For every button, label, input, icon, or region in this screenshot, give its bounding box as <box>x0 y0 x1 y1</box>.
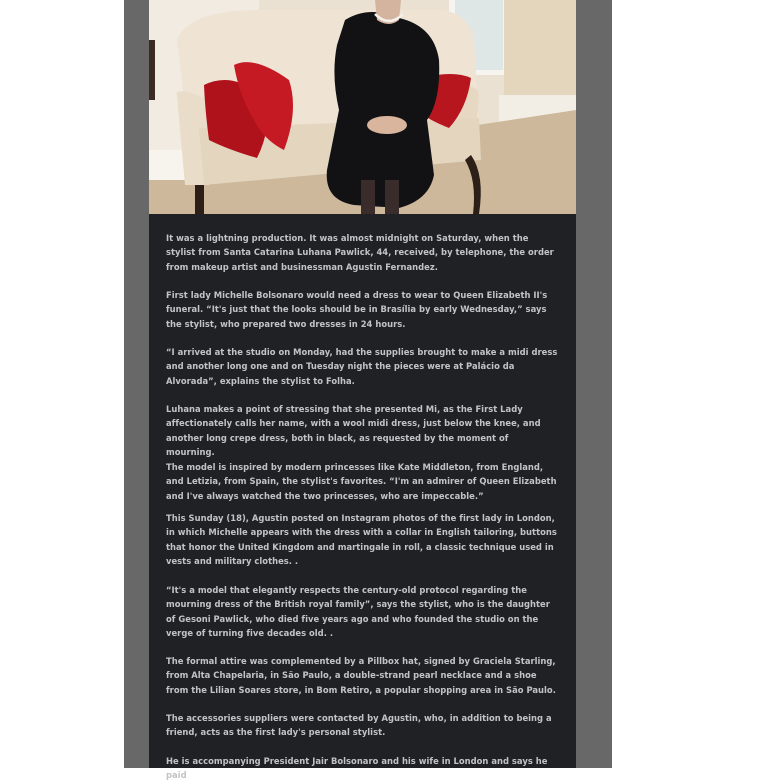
article-paragraph: He is accompanying President Jair Bolsonaro and his wife in London and says he paid <box>166 756 548 781</box>
article-paragraph: “I arrived at the studio on Monday, had the supplies brought to make a midi dress and another long one and on Tuesday night the pieces were at Palácio da Alvorada”, explains the stylist to Folha. <box>166 347 558 386</box>
photo-image <box>149 0 576 214</box>
article-paragraph: First lady Michelle Bolsonaro would need a dress to wear to Queen Elizabeth II's funeral. “It's just that the looks should be in Brasília by early Wednesday,” says the stylist, who prepared two dresses in 24 hours. <box>166 290 548 329</box>
article-paragraph: The accessories suppliers were contacted by Agustin, who, in addition to being a friend, acts as the first lady's personal stylist. <box>166 713 552 738</box>
article-paragraph: The model is inspired by modern princesses like Kate Middleton, from England, and Letizia, from Spain, the stylist's favorites. “I'm an admirer of Queen Elizabeth and I've always watched the two princesses, who are impeccable.” <box>166 462 557 501</box>
article-photo <box>149 0 576 214</box>
article-paragraph: The formal attire was complemented by a Pillbox hat, signed by Graciela Starling, from Alta Chapelaria, in São Paulo, a double-strand pearl necklace and a shoe from the Lilian Soares store, in Bom Retiro, a popular shopping area in São Paulo. <box>166 656 556 695</box>
article-paragraph: It was a lightning production. It was almost midnight on Saturday, when the stylist from Santa Catarina Luhana Pawlick, 44, received, by telephone, the order from makeup artist and businessman Agustin Fernandez. <box>166 233 554 272</box>
article-paragraph: This Sunday (18), Agustin posted on Instagram photos of the first lady in London, in which Michelle appears with the dress with a collar in English tailoring, buttons that honor the United Kingdom and martingale in roll, a classic technique used in vests and military clothes. . <box>166 513 557 567</box>
article-paragraph: “It's a model that elegantly respects the century-old protocol regarding the mourning dress of the British royal family”, says the stylist, who is the daughter of Gesoni Pawlick, who died five years ago and who founded the studio on the verge of turning five decades old. . <box>166 585 550 639</box>
article-body <box>149 214 576 781</box>
article-paragraph: Luhana makes a point of stressing that she presented Mi, as the First Lady affectionately calls her name, with a wool midi dress, just below the knee, and another long crepe dress, both in black, as requested by the moment of mourning. <box>166 404 541 458</box>
